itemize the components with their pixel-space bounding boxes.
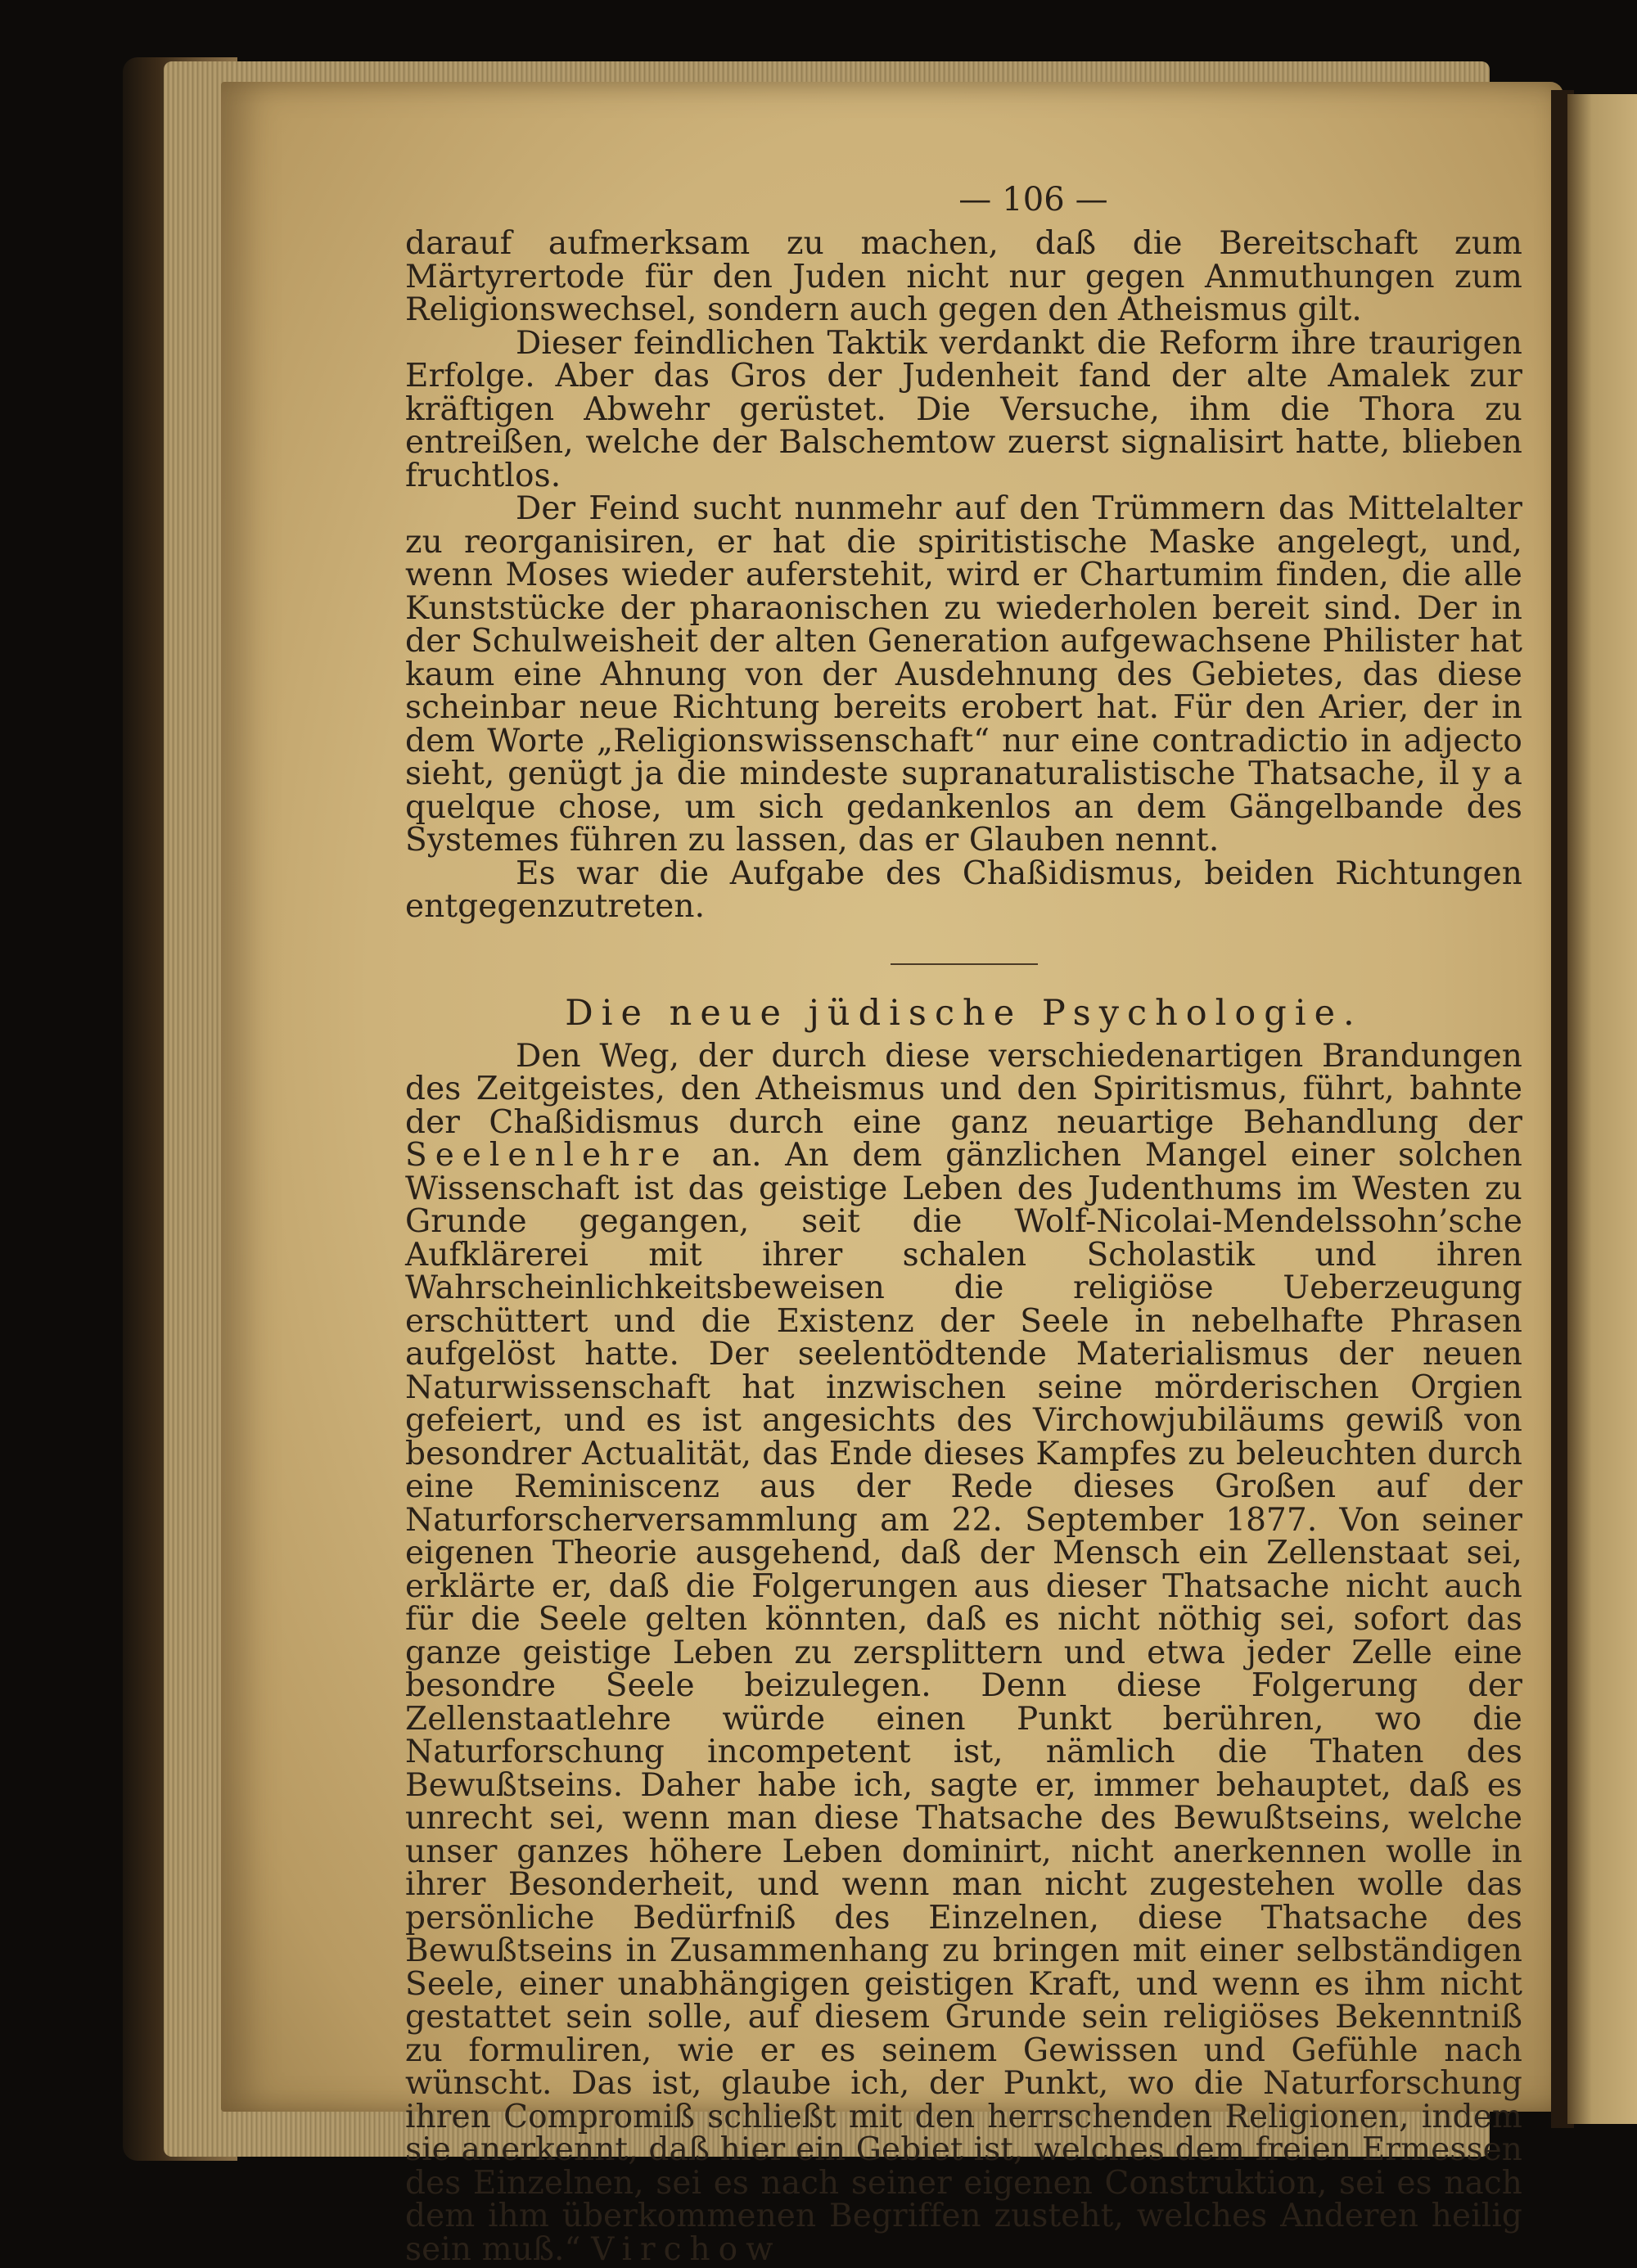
page-text — [405, 182, 1522, 2266]
paragraph-psychology-start: Den Weg, der durch diese verschiedenartigen Brandungen des Zeitgeistes, den Atheismus und den Spiritismus, führt, bahnte der Chaßidismus durch eine ganz neuartige Behandlung der — [405, 1037, 1522, 1141]
paragraph-psychology — [405, 1037, 1522, 2268]
page-number: — 106 — — [958, 181, 1108, 219]
facing-page-edge — [1567, 94, 1637, 2124]
section-separator — [891, 963, 1038, 965]
spaced-name: Virchow — [591, 2230, 782, 2268]
paragraph-tactic: Dieser feindlichen Taktik verdankt die Reform ihre traurigen Erfolge. Aber das Gros der Judenheit fand der alte Amalek zur kräftigen Abwehr gerüstet. Die Versuche, ihm die Thora zu entreißen, welche der Balschemtow zuerst signalisirt hatte, blieben fruchtlos. — [405, 324, 1522, 494]
paragraph-enemy: Der Feind sucht nunmehr auf den Trümmern das Mittelalter zu reorganisiren, er hat die spiritistische Maske angelegt, und, wenn Moses wieder auferstehit, wird er Chartumim finden, die alle Kunststücke der pharaonischen zu wiederholen bereit sind. Der in der Schulweisheit der alten Generation aufgewachsene Philister hat kaum eine Ahnung von der Ausdehnung des Gebietes, das diese scheinbar neue Richtung bereits erobert hat. Für den Arier, der in dem Worte „Religionswissenschaft“ nur eine contradictio in adjecto sieht, genügt ja die mindeste supranaturalistische Thatsache, il y a quelque chose, um sich gedankenlos an dem Gängelbande des Systemes führen zu lassen, das er Glauben nennt. — [405, 490, 1522, 859]
paragraph-chassidism-task: Es war die Aufgabe des Chaßidismus, beiden Richtungen entgegenzutreten. — [405, 854, 1522, 925]
paragraph-psychology-body: an. An dem gänzlichen Mangel einer solchen Wissenschaft ist das geistige Leben des Judenthums im Westen zu Grunde gegangen, seit die Wolf-Nicolai-Mendelssohn’sche Aufklärerei mit ihrer schalen Scholastik und ihren Wahrscheinlichkeitsbeweisen die religiöse Ueberzeugung erschüttert und die Existenz der Seele in nebelhafte Phrasen aufgelöst hatte. Der seelentödtende Materialismus der neuen Naturwissenschaft hat inzwischen seine mörderischen Orgien gefeiert, und es ist angesichts des Virchowjubiläums gewiß von besondrer Actualität, das Ende dieses Kampfes zu beleuchten durch eine Reminiscenz aus der Rede dieses Großen auf der Naturforscherversammlung am 22. September 1877. Von seiner eigenen Theorie ausgehend, daß der Mensch ein Zellenstaat sei, erklärte er, daß die Folgerungen aus dieser Thatsache nicht auch für die Seele gelten könnten, daß es nicht nöthig sei, sofort das ganze geistige Leben zu zersplittern und etwa jeder Zelle eine besondre Seele beizulegen. Denn diese Folgerung der Zellenstaatlehre würde einen Punkt berühren, wo die Naturforschung incompetent ist, nämlich die Thaten des Bewußtseins. Daher habe ich, sagte er, immer behauptet, daß es unrecht sei, wenn man diese Thatsache des Bewußtseins, welche unser ganzes höhere Leben dominirt, nicht anerkennen wolle in ihrer Besonderheit, und wenn man nicht zugestehen wolle das persönliche Bedürfniß des Einzelnen, diese Thatsache des Bewußtseins in Zusammenhang zu bringen mit einer selbständigen Seele, einer unabhängigen geistigen Kraft, und wenn es ihm nicht gestattet sein solle, auf diesem Grunde sein religiöses Bekenntniß zu formuliren, wie er es seinem Gewissen und Gefühle nach wünscht. Das ist, glaube ich, der Punkt, wo die Naturforschung ihren Compromiß schließt mit den herrschenden Religionen, indem sie anerkennt, daß hier ein Gebiet ist, welches dem freien Ermessen des Einzelnen, sei es nach seiner eigenen Construktion, sei es nach dem ihm überkommenen Begriffen zusteht, welches Anderen heilig sein muß.“ — [405, 1137, 1522, 2268]
section-heading: Die neue jüdische Psychologie. — [565, 992, 1363, 1034]
paragraph-continuation: darauf aufmerksam zu machen, daß die Bereitschaft zum Märtyrertode für den Juden nicht nur gegen Anmuthungen zum Religionswechsel, sondern auch gegen den Atheismus gilt. — [405, 225, 1522, 328]
spaced-term: Seelenlehre — [405, 1137, 688, 1174]
